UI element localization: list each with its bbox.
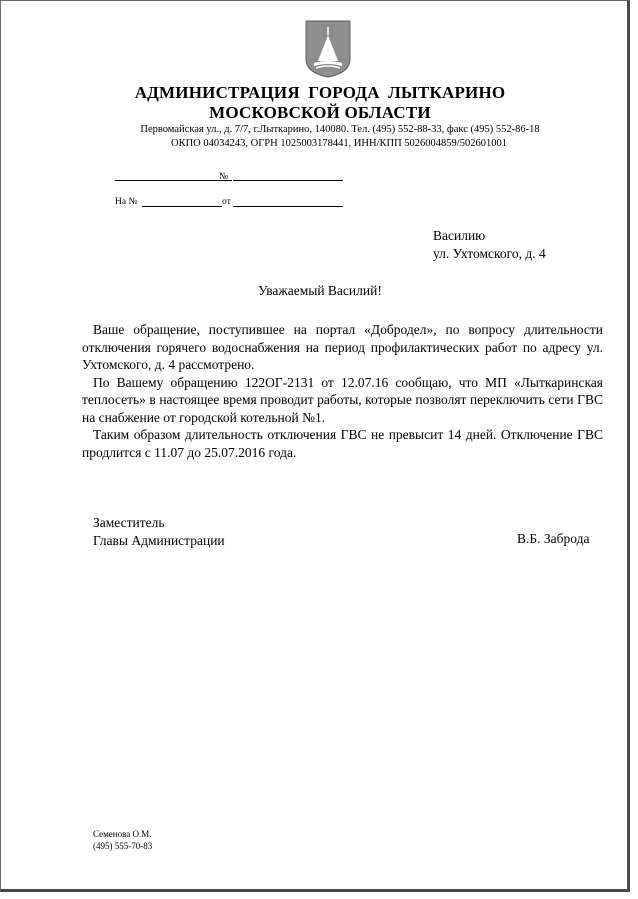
org-title-line1: АДМИНИСТРАЦИЯ ГОРОДА ЛЫТКАРИНО bbox=[134, 83, 506, 102]
outgoing-number-line bbox=[233, 180, 343, 181]
outgoing-date-line bbox=[115, 180, 232, 181]
body-paragraph: Таким образом длительность отключения ГВС не превысит 14 дней. Отключение ГВС продлится с 11.07 до 25.07.2016 года. bbox=[82, 427, 603, 460]
outgoing-number-sign: № bbox=[219, 172, 229, 182]
greeting: Уважаемый Василий! bbox=[258, 283, 382, 298]
letter-body bbox=[82, 321, 603, 461]
addressee-address: ул. Ухтомского, д. 4 bbox=[433, 246, 546, 261]
org-address: Первомайская ул., д. 7/7, г.Лыткарино, 140080. Тел. (495) 552-88-33, факс (495) 552-86-18 bbox=[140, 124, 540, 135]
incoming-number-line bbox=[142, 206, 222, 207]
executor-phone: (495) 555-70-83 bbox=[93, 841, 153, 851]
signatory-title bbox=[93, 514, 225, 549]
org-registry-codes: ОКПО 04034243, ОГРН 1025003178441, ИНН/КПП 5026004859/502601001 bbox=[171, 138, 507, 149]
signatory-title-line2: Главы Администрации bbox=[93, 532, 225, 548]
body-paragraph: Ваше обращение, поступившее на портал «Добродел», по вопросу длительности отключения горячего водоснабжения на период профилактических работ по адресу ул. Ухтомского, д. 4 рассмотрено. bbox=[82, 322, 603, 372]
incoming-number-prefix: На № bbox=[115, 197, 138, 207]
body-paragraph: По Вашему обращению 122ОГ-2131 от 12.07.16 сообщаю, что МП «Лыткаринская теплосеть» в настоящее время проводит работы, которые позволят переключить сети ГВС на снабжение от городской котельной №1. bbox=[82, 374, 603, 425]
incoming-date-line bbox=[233, 206, 343, 207]
signatory-title-line1: Заместитель bbox=[93, 515, 165, 530]
signatory-name: В.Б. Заброда bbox=[517, 531, 590, 546]
incoming-date-word: от bbox=[222, 197, 231, 207]
executor-block bbox=[93, 828, 152, 852]
coat-of-arms-icon bbox=[304, 19, 352, 79]
addressee-block bbox=[433, 227, 546, 263]
addressee-name: Василию bbox=[433, 228, 486, 243]
executor-name: Семенова О.М. bbox=[93, 829, 152, 839]
org-title-line2: МОСКОВСКОЙ ОБЛАСТИ bbox=[209, 103, 431, 122]
